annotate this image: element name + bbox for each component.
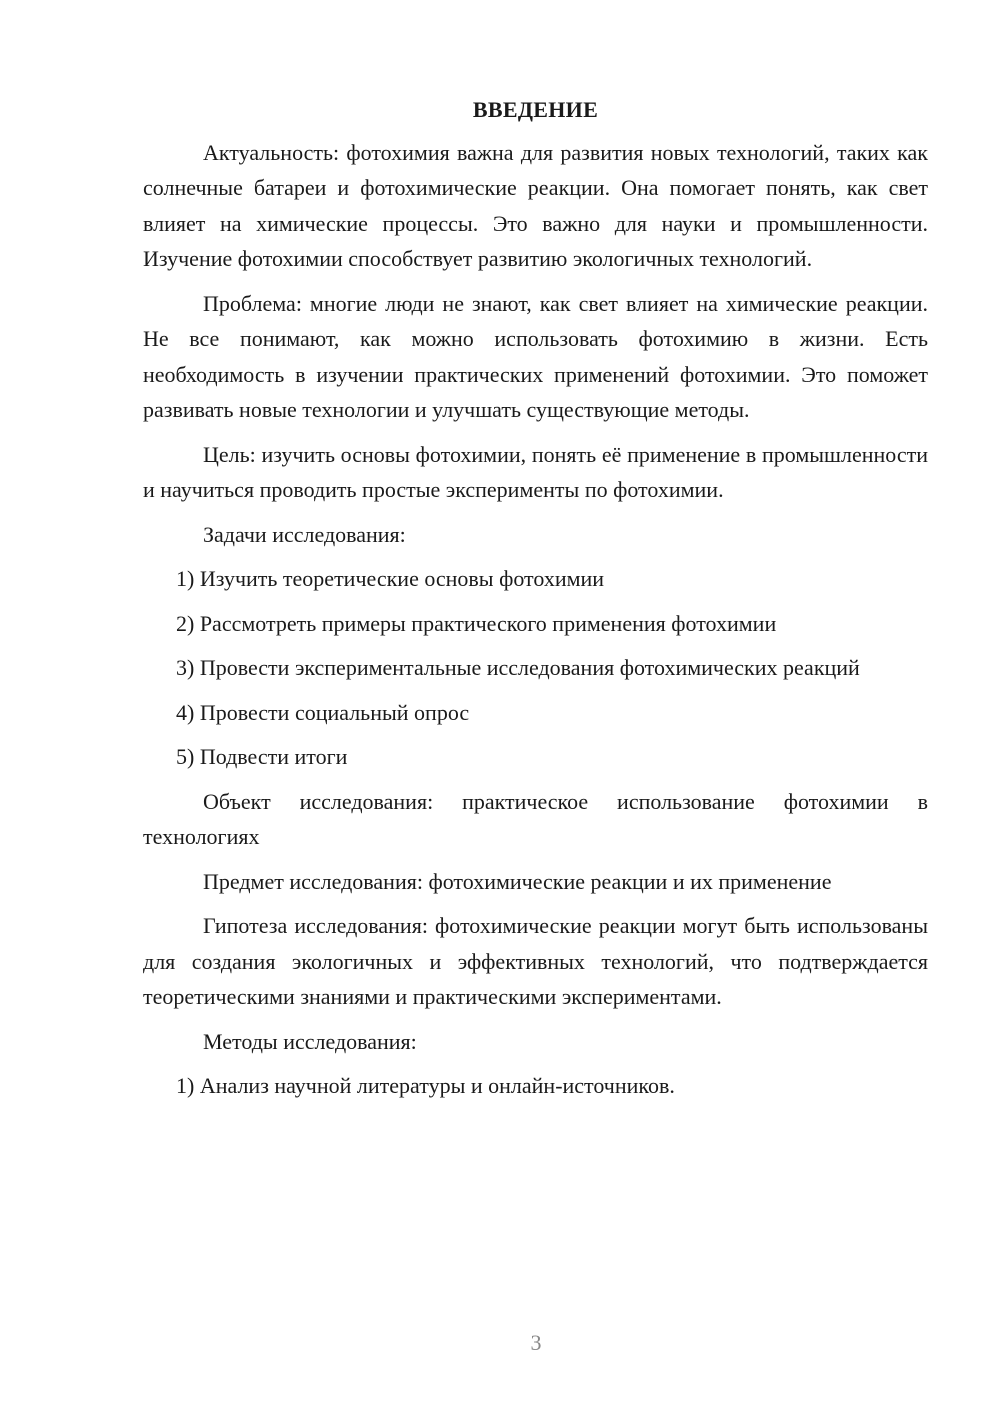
subject-paragraph: Предмет исследования: фотохимические реакции и их применение — [203, 868, 832, 894]
method-item: 1) Анализ научной литературы и онлайн-источников. — [176, 1073, 675, 1098]
page-title: ВВЕДЕНИЕ — [472, 97, 599, 122]
methods-heading: Методы исследования: — [203, 1028, 417, 1054]
object-paragraph: Объект исследования: практическое использование фотохимии в технологиях — [143, 788, 928, 849]
page-number: 3 — [530, 1330, 542, 1355]
goal-paragraph: Цель: изучить основы фотохимии, понять её применение в промышленности и научиться проводить простые эксперименты по фотохимии. — [143, 441, 928, 502]
hypothesis-paragraph: Гипотеза исследования: фотохимические реакции могут быть использованы для создания экологичных и эффективных технологий, что подтверждается теоретическими знаниями и практическими экспериментами. — [143, 913, 928, 1009]
task-item: 1) Изучить теоретические основы фотохимии — [176, 566, 605, 591]
relevance-paragraph: Актуальность: фотохимия важна для развития новых технологий, таких как солнечные батареи и фотохимические реакции. Она помогает понять, как свет влияет на химические процессы. Это важно для науки и промышленности. Изучение фотохимии способствует развитию экологичных технологий. — [143, 139, 928, 271]
document-page — [143, 92, 928, 1113]
task-item: 5) Подвести итоги — [176, 744, 348, 769]
problem-paragraph: Проблема: многие люди не знают, как свет влияет на химические реакции. Не все понимают, как можно использовать фотохимию в жизни. Есть необходимость в изучении практических применений фотохимии. Это поможет развивать новые технологии и улучшать существующие методы. — [143, 290, 928, 422]
task-item: 3) Провести экспериментальные исследования фотохимических реакций — [176, 655, 860, 680]
tasks-heading: Задачи исследования: — [203, 521, 406, 547]
task-item: 4) Провести социальный опрос — [176, 699, 470, 725]
task-item: 2) Рассмотреть примеры практического применения фотохимии — [176, 610, 777, 636]
